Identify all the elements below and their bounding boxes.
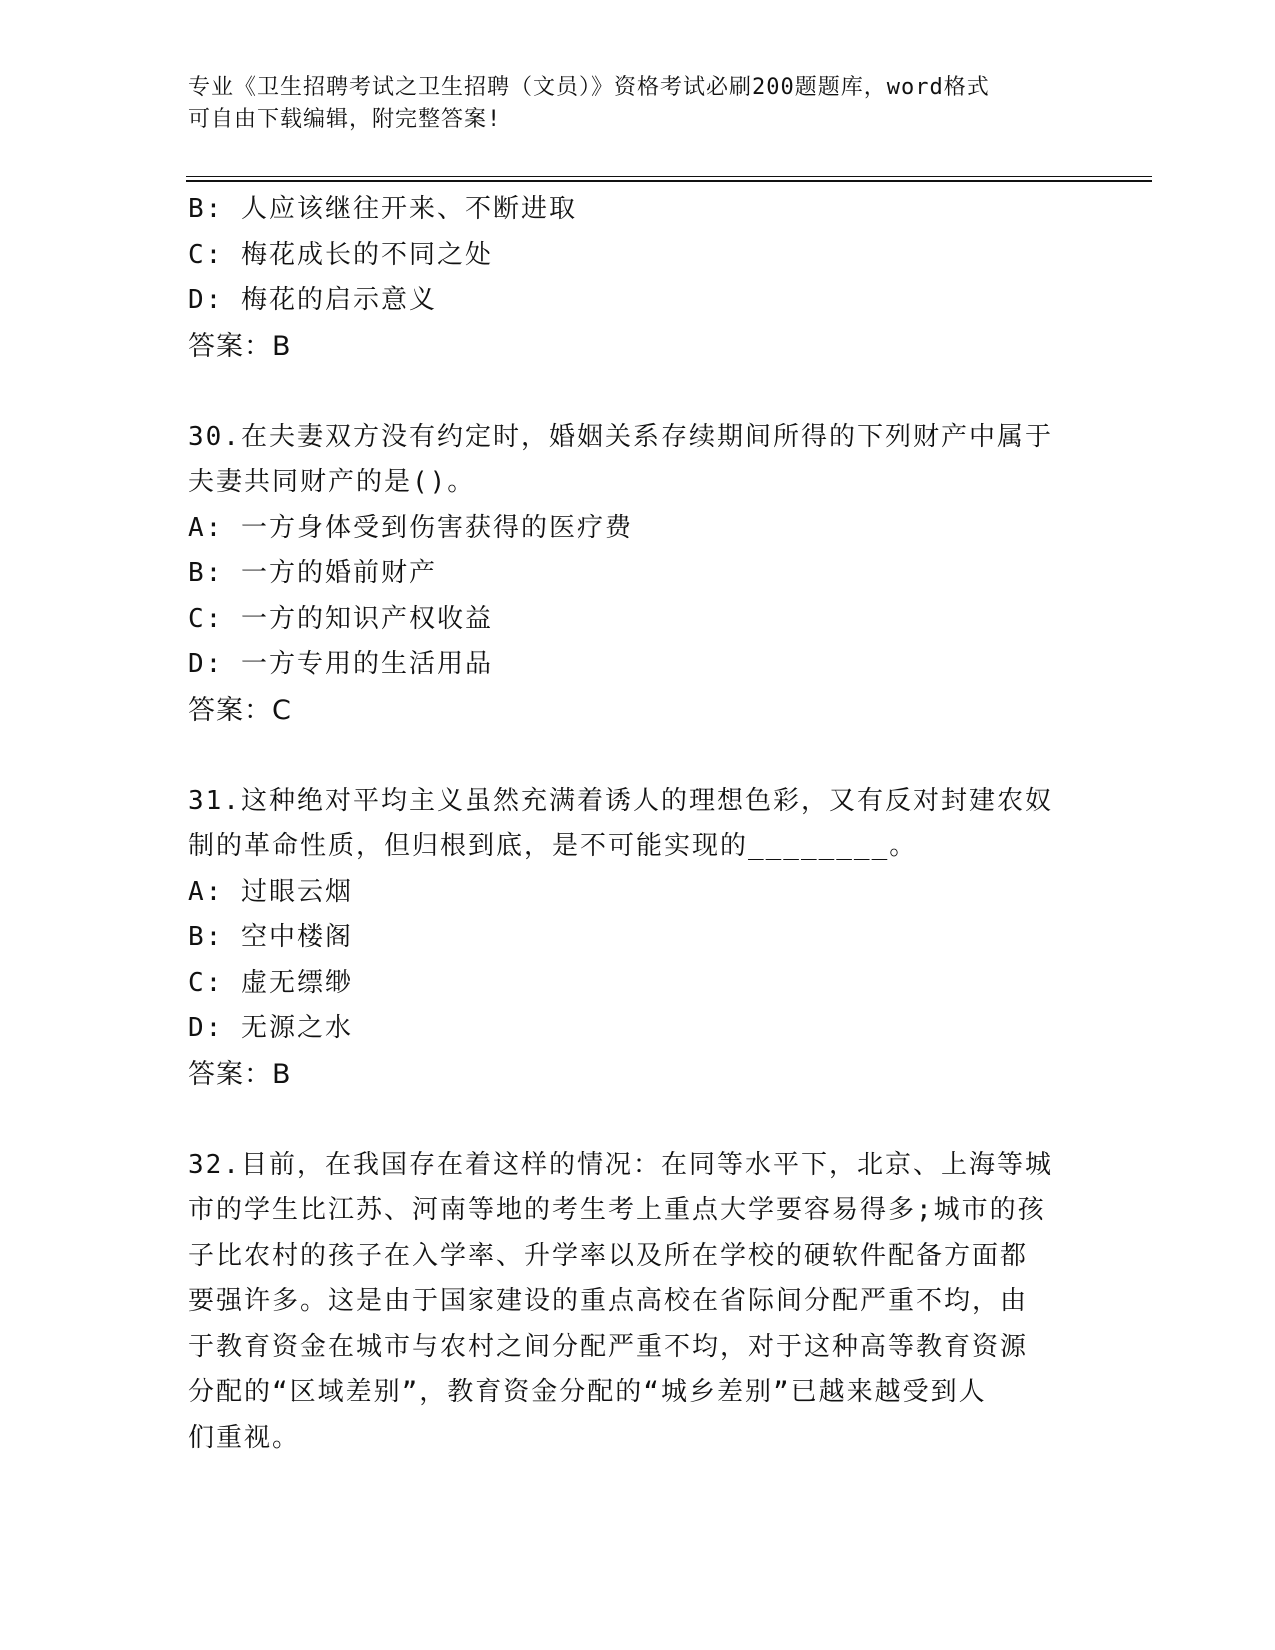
option-d: D: 无源之水 — [188, 1013, 353, 1043]
answer-line: 答案：B — [188, 1058, 292, 1090]
option-c: C: 梅花成长的不同之处 — [188, 239, 493, 270]
spacer — [188, 1097, 1088, 1143]
question-stem-line-5: 于教育资金在城市与农村之间分配严重不均，对于这种高等教育资源 — [188, 1331, 1029, 1362]
option-b: B: 一方的婚前财产 — [188, 558, 437, 588]
option-c: C: 一方的知识产权收益 — [188, 603, 493, 634]
answer-line: 答案：B — [188, 330, 292, 362]
question-29-continued — [188, 187, 1088, 369]
spacer — [188, 369, 1088, 415]
question-stem-line-7: 们重视。 — [188, 1422, 301, 1453]
header-divider-thick — [186, 180, 1152, 182]
option-c: C: 虚无缥缈 — [188, 967, 353, 998]
spacer — [188, 733, 1088, 779]
option-a: A: 过眼云烟 — [188, 876, 353, 907]
answer-line: 答案：C — [188, 694, 292, 726]
question-stem-line-3: 子比农村的孩子在入学率、升学率以及所在学校的硬软件配备方面都 — [188, 1240, 1029, 1271]
question-stem-line-4: 要强许多。这是由于国家建设的重点高校在省际间分配严重不均，由 — [188, 1286, 1029, 1316]
question-stem-line-2: 制的革命性质，但归根到底，是不可能实现的________。 — [188, 831, 918, 861]
header-divider-thin — [186, 176, 1152, 177]
question-stem-line-6: 分配的“区域差别”，教育资金分配的“城乡差别”已越来越受到人 — [188, 1377, 987, 1407]
question-32 — [188, 1143, 1088, 1462]
option-d: D: 一方专用的生活用品 — [188, 649, 493, 679]
question-stem-line-2: 市的学生比江苏、河南等地的考生考上重点大学要容易得多;城市的孩 — [188, 1195, 1046, 1225]
question-list — [188, 187, 1088, 1461]
option-b: B: 人应该继往开来、不断进取 — [188, 194, 577, 224]
document-header — [188, 72, 1068, 136]
question-30 — [188, 415, 1088, 734]
header-title-line-2: 可自由下载编辑，附完整答案! — [188, 107, 502, 132]
question-stem-line-1: 30.在夫妻双方没有约定时，婚姻关系存续期间所得的下列财产中属于 — [188, 421, 1053, 452]
question-stem-line-1: 31.这种绝对平均主义虽然充满着诱人的理想色彩，又有反对封建农奴 — [188, 785, 1053, 816]
option-d: D: 梅花的启示意义 — [188, 285, 437, 315]
option-a: A: 一方身体受到伤害获得的医疗费 — [188, 512, 633, 543]
option-b: B: 空中楼阁 — [188, 922, 353, 952]
question-stem-line-1: 32.目前，在我国存在着这样的情况：在同等水平下，北京、上海等城 — [188, 1149, 1053, 1180]
question-31 — [188, 779, 1088, 1098]
header-title-line-1: 专业《卫生招聘考试之卫生招聘（文员）》资格考试必刷200题题库，word格式 — [188, 75, 990, 100]
question-stem-line-2: 夫妻共同财产的是()。 — [188, 467, 476, 497]
